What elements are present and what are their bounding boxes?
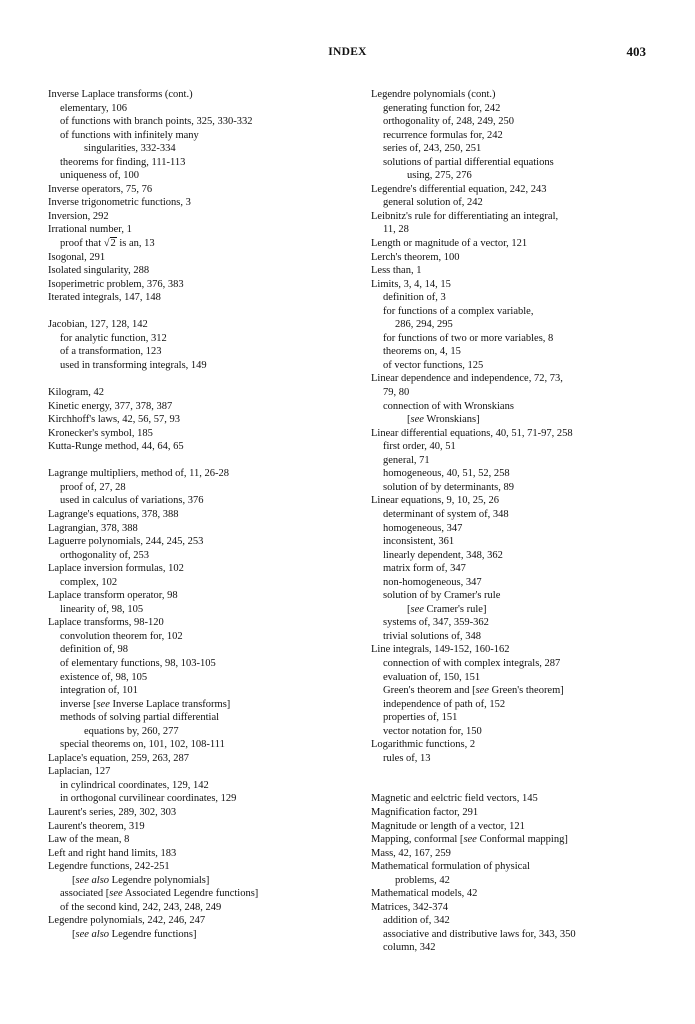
index-subentry: definition of, 3 xyxy=(383,292,446,304)
index-subentry: connection of with complex integrals, 287 xyxy=(383,657,561,669)
index-subentry: solution of by determinants, 89 xyxy=(383,481,514,493)
index-entry: Iterated integrals, 147, 148 xyxy=(48,292,161,304)
index-subentry: matrix form of, 347 xyxy=(383,563,466,575)
index-subentry: systems of, 347, 359-362 xyxy=(383,617,489,629)
entry-text: Associated Legendre functions] xyxy=(122,888,259,900)
entry-text: [ xyxy=(72,874,76,886)
entry-text: Legendre polynomials] xyxy=(109,874,210,886)
index-entry: Linear equations, 9, 10, 25, 26 xyxy=(371,495,500,507)
index-subentry: associative and distributive laws for, 343, 350 xyxy=(383,928,576,940)
see-reference: see xyxy=(109,888,123,900)
index-subentry: of a transformation, 123 xyxy=(60,346,162,358)
index-entry: Mass, 42, 167, 259 xyxy=(371,847,451,859)
index-subentry: independence of path of, 152 xyxy=(383,698,506,710)
index-entry: Isogonal, 291 xyxy=(48,251,106,263)
see-reference: see xyxy=(463,834,477,846)
entry-text: Green's theorem and [ xyxy=(383,685,476,697)
index-entry: Logarithmic functions, 2 xyxy=(371,739,476,751)
index-subentry: elementary, 106 xyxy=(60,102,127,114)
index-subentry: problems, 42 xyxy=(395,874,450,886)
index-entry: Lerch's theorem, 100 xyxy=(371,251,460,263)
index-subentry: evaluation of, 150, 151 xyxy=(383,671,481,683)
index-entry: Laplace's equation, 259, 263, 287 xyxy=(48,752,189,764)
index-subentry: special theorems on, 101, 102, 108-111 xyxy=(60,739,225,751)
index-subentry xyxy=(48,237,363,251)
index-entry: Law of the mean, 8 xyxy=(48,834,130,846)
index-subentry: definition of, 98 xyxy=(60,644,128,656)
index-entry: Mathematical models, 42 xyxy=(371,888,478,900)
index-entry: Jacobian, 127, 128, 142 xyxy=(48,319,148,331)
index-entry: Isoperimetric problem, 376, 383 xyxy=(48,278,184,290)
index-subentry: equations by, 260, 277 xyxy=(84,725,179,737)
index-subentry: in orthogonal curvilinear coordinates, 129 xyxy=(60,793,237,805)
index-entry: Magnetic and eelctric field vectors, 145 xyxy=(371,793,538,805)
index-subentry xyxy=(371,413,661,427)
index-entry: Legendre polynomials, 242, 246, 247 xyxy=(48,915,206,927)
index-entry: Laplace transform operator, 98 xyxy=(48,590,178,602)
index-entry: Inversion, 292 xyxy=(48,210,109,222)
sqrt-symbol: √ xyxy=(103,238,110,250)
index-entry: Lagrangian, 378, 388 xyxy=(48,522,138,534)
index-entry: Laplace inversion formulas, 102 xyxy=(48,563,184,575)
index-subentry: of vector functions, 125 xyxy=(383,359,484,371)
running-head: INDEX xyxy=(328,46,367,58)
index-subentry: theorems on, 4, 15 xyxy=(383,346,461,358)
index-subentry: 79, 80 xyxy=(383,387,410,399)
index-entry: Magnitude or length of a vector, 121 xyxy=(371,820,525,832)
index-subentry: orthogonality of, 253 xyxy=(60,549,149,561)
see-reference: see xyxy=(410,414,424,426)
index-subentry: linearly dependent, 348, 362 xyxy=(383,549,503,561)
index-subentry: used in transforming integrals, 149 xyxy=(60,359,207,371)
section-gap xyxy=(371,765,661,779)
index-entry xyxy=(371,833,661,847)
index-subentry: series of, 243, 250, 251 xyxy=(383,143,482,155)
index-entry: Lagrange's equations, 378, 388 xyxy=(48,508,179,520)
entry-text: associated [ xyxy=(60,888,110,900)
index-subentry: homogeneous, 40, 51, 52, 258 xyxy=(383,468,510,480)
index-subentry: of functions with branch points, 325, 330-332 xyxy=(60,116,253,128)
index-subentry: homogeneous, 347 xyxy=(383,522,463,534)
see-reference: see xyxy=(475,685,489,697)
index-entry: Left and right hand limits, 183 xyxy=(48,847,177,859)
entry-text: [ xyxy=(407,603,411,615)
index-entry: Legendre's differential equation, 242, 243 xyxy=(371,183,547,195)
index-subentry: methods of solving partial differential xyxy=(60,712,220,724)
index-subentry: connection of with Wronskians xyxy=(383,400,514,412)
index-subentry: of functions with infinitely many xyxy=(60,129,199,141)
index-subentry: vector notation for, 150 xyxy=(383,725,482,737)
index-subentry: 286, 294, 295 xyxy=(395,319,453,331)
entry-text: Cramer's rule] xyxy=(423,603,487,615)
index-entry: Kilogram, 42 xyxy=(48,387,104,399)
see-reference: see xyxy=(96,698,110,710)
entry-text: Conformal mapping] xyxy=(476,834,568,846)
index-subentry xyxy=(371,603,661,617)
index-entry: Isolated singularity, 288 xyxy=(48,265,150,277)
index-entry: Limits, 3, 4, 14, 15 xyxy=(371,278,451,290)
index-entry: Legendre polynomials (cont.) xyxy=(371,89,496,100)
section-gap xyxy=(48,454,363,468)
index-subentry: first order, 40, 51 xyxy=(383,441,456,453)
index-entry: Less than, 1 xyxy=(371,265,422,277)
index-subentry: linearity of, 98, 105 xyxy=(60,603,144,615)
index-entry: Laguerre polynomials, 244, 245, 253 xyxy=(48,536,204,548)
index-subentry: convolution theorem for, 102 xyxy=(60,630,183,642)
index-entry: Inverse Laplace transforms (cont.) xyxy=(48,89,193,100)
index-subentry: proof of, 27, 28 xyxy=(60,481,126,493)
index-subentry xyxy=(371,684,661,698)
index-entry: Inverse operators, 75, 76 xyxy=(48,183,153,195)
index-subentry: determinant of system of, 348 xyxy=(383,508,509,520)
index-subentry: singularities, 332-334 xyxy=(84,143,176,155)
index-subentry: 11, 28 xyxy=(383,224,409,236)
index-entry: Laurent's series, 289, 302, 303 xyxy=(48,806,177,818)
index-entry: Lagrange multipliers, method of, 11, 26-28 xyxy=(48,468,229,480)
index-subentry: for functions of two or more variables, 8 xyxy=(383,332,554,344)
section-gap xyxy=(371,779,661,793)
index-subentry: non-homogeneous, 347 xyxy=(383,576,482,588)
index-entry: Inverse trigonometric functions, 3 xyxy=(48,197,191,209)
index-subentry: column, 342 xyxy=(383,942,436,954)
entry-text: [ xyxy=(72,928,76,940)
index-subentry: theorems for finding, 111-113 xyxy=(60,156,186,168)
index-entry: Leibnitz's rule for differentiating an integral, xyxy=(371,210,559,222)
index-entry: Laplacian, 127 xyxy=(48,766,111,778)
index-entry: Mathematical formulation of physical xyxy=(371,861,530,873)
index-column-right xyxy=(371,88,661,955)
index-subentry: for analytic function, 312 xyxy=(60,332,167,344)
see-reference: see also xyxy=(75,874,110,886)
index-subentry xyxy=(48,928,363,942)
index-subentry: solution of by Cramer's rule xyxy=(383,590,501,602)
page-number: 403 xyxy=(626,44,646,59)
section-gap xyxy=(48,372,363,386)
sqrt-radicand: 2 xyxy=(110,238,116,250)
index-entry: Matrices, 342-374 xyxy=(371,901,448,913)
entry-text: Wronskians] xyxy=(423,414,480,426)
index-subentry: existence of, 98, 105 xyxy=(60,671,148,683)
index-subentry: inconsistent, 361 xyxy=(383,536,455,548)
index-subentry: rules of, 13 xyxy=(383,752,431,764)
index-subentry: complex, 102 xyxy=(60,576,118,588)
entry-text: is an, 13 xyxy=(116,238,155,250)
index-subentry: used in calculus of variations, 376 xyxy=(60,495,204,507)
see-reference: see also xyxy=(75,928,110,940)
index-subentry: of the second kind, 242, 243, 248, 249 xyxy=(60,901,222,913)
index-subentry xyxy=(48,698,363,712)
index-entry: Length or magnitude of a vector, 121 xyxy=(371,238,528,250)
index-subentry: general, 71 xyxy=(383,454,430,466)
entry-text: Mapping, conformal [ xyxy=(371,834,464,846)
entry-text: inverse [ xyxy=(60,698,97,710)
index-subentry: properties of, 151 xyxy=(383,712,458,724)
index-entry: Line integrals, 149-152, 160-162 xyxy=(371,644,510,656)
index-entry: Kutta-Runge method, 44, 64, 65 xyxy=(48,441,184,453)
index-entry: Laplace transforms, 98-120 xyxy=(48,617,164,629)
index-entry: Magnification factor, 291 xyxy=(371,806,479,818)
index-entry: Kirchhoff's laws, 42, 56, 57, 93 xyxy=(48,414,181,426)
index-subentry: uniqueness of, 100 xyxy=(60,170,140,182)
index-entry: Linear differential equations, 40, 51, 71-97, 258 xyxy=(371,427,573,439)
index-subentry: in cylindrical coordinates, 129, 142 xyxy=(60,779,209,791)
index-subentry: for functions of a complex variable, xyxy=(383,305,534,317)
entry-text: [ xyxy=(407,414,411,426)
section-gap xyxy=(48,305,363,319)
index-subentry: integration of, 101 xyxy=(60,685,138,697)
index-entry: Kronecker's symbol, 185 xyxy=(48,427,153,439)
entry-text: Green's theorem] xyxy=(488,685,564,697)
sqrt-expression xyxy=(104,237,117,251)
index-column-left xyxy=(48,88,363,941)
index-subentry: addition of, 342 xyxy=(383,915,450,927)
index-entry: Linear dependence and independence, 72, 73, xyxy=(371,373,563,385)
index-subentry: using, 275, 276 xyxy=(407,170,472,182)
index-subentry: general solution of, 242 xyxy=(383,197,483,209)
see-reference: see xyxy=(410,603,424,615)
index-subentry: recurrence formulas for, 242 xyxy=(383,129,503,141)
entry-text: proof that xyxy=(60,238,104,250)
index-subentry: solutions of partial differential equations xyxy=(383,156,554,168)
index-entry: Legendre functions, 242-251 xyxy=(48,861,170,873)
index-subentry: orthogonality of, 248, 249, 250 xyxy=(383,116,514,128)
index-entry: Kinetic energy, 377, 378, 387 xyxy=(48,400,173,412)
entry-text: Legendre functions] xyxy=(109,928,197,940)
entry-text: Inverse Laplace transforms] xyxy=(109,698,231,710)
index-subentry: generating function for, 242 xyxy=(383,102,501,114)
index-subentry xyxy=(48,887,363,901)
index-entry: Laurent's theorem, 319 xyxy=(48,820,145,832)
index-subentry xyxy=(48,874,363,888)
index-subentry: trivial solutions of, 348 xyxy=(383,630,481,642)
index-entry: Irrational number, 1 xyxy=(48,224,132,236)
index-subentry: of elementary functions, 98, 103-105 xyxy=(60,657,216,669)
